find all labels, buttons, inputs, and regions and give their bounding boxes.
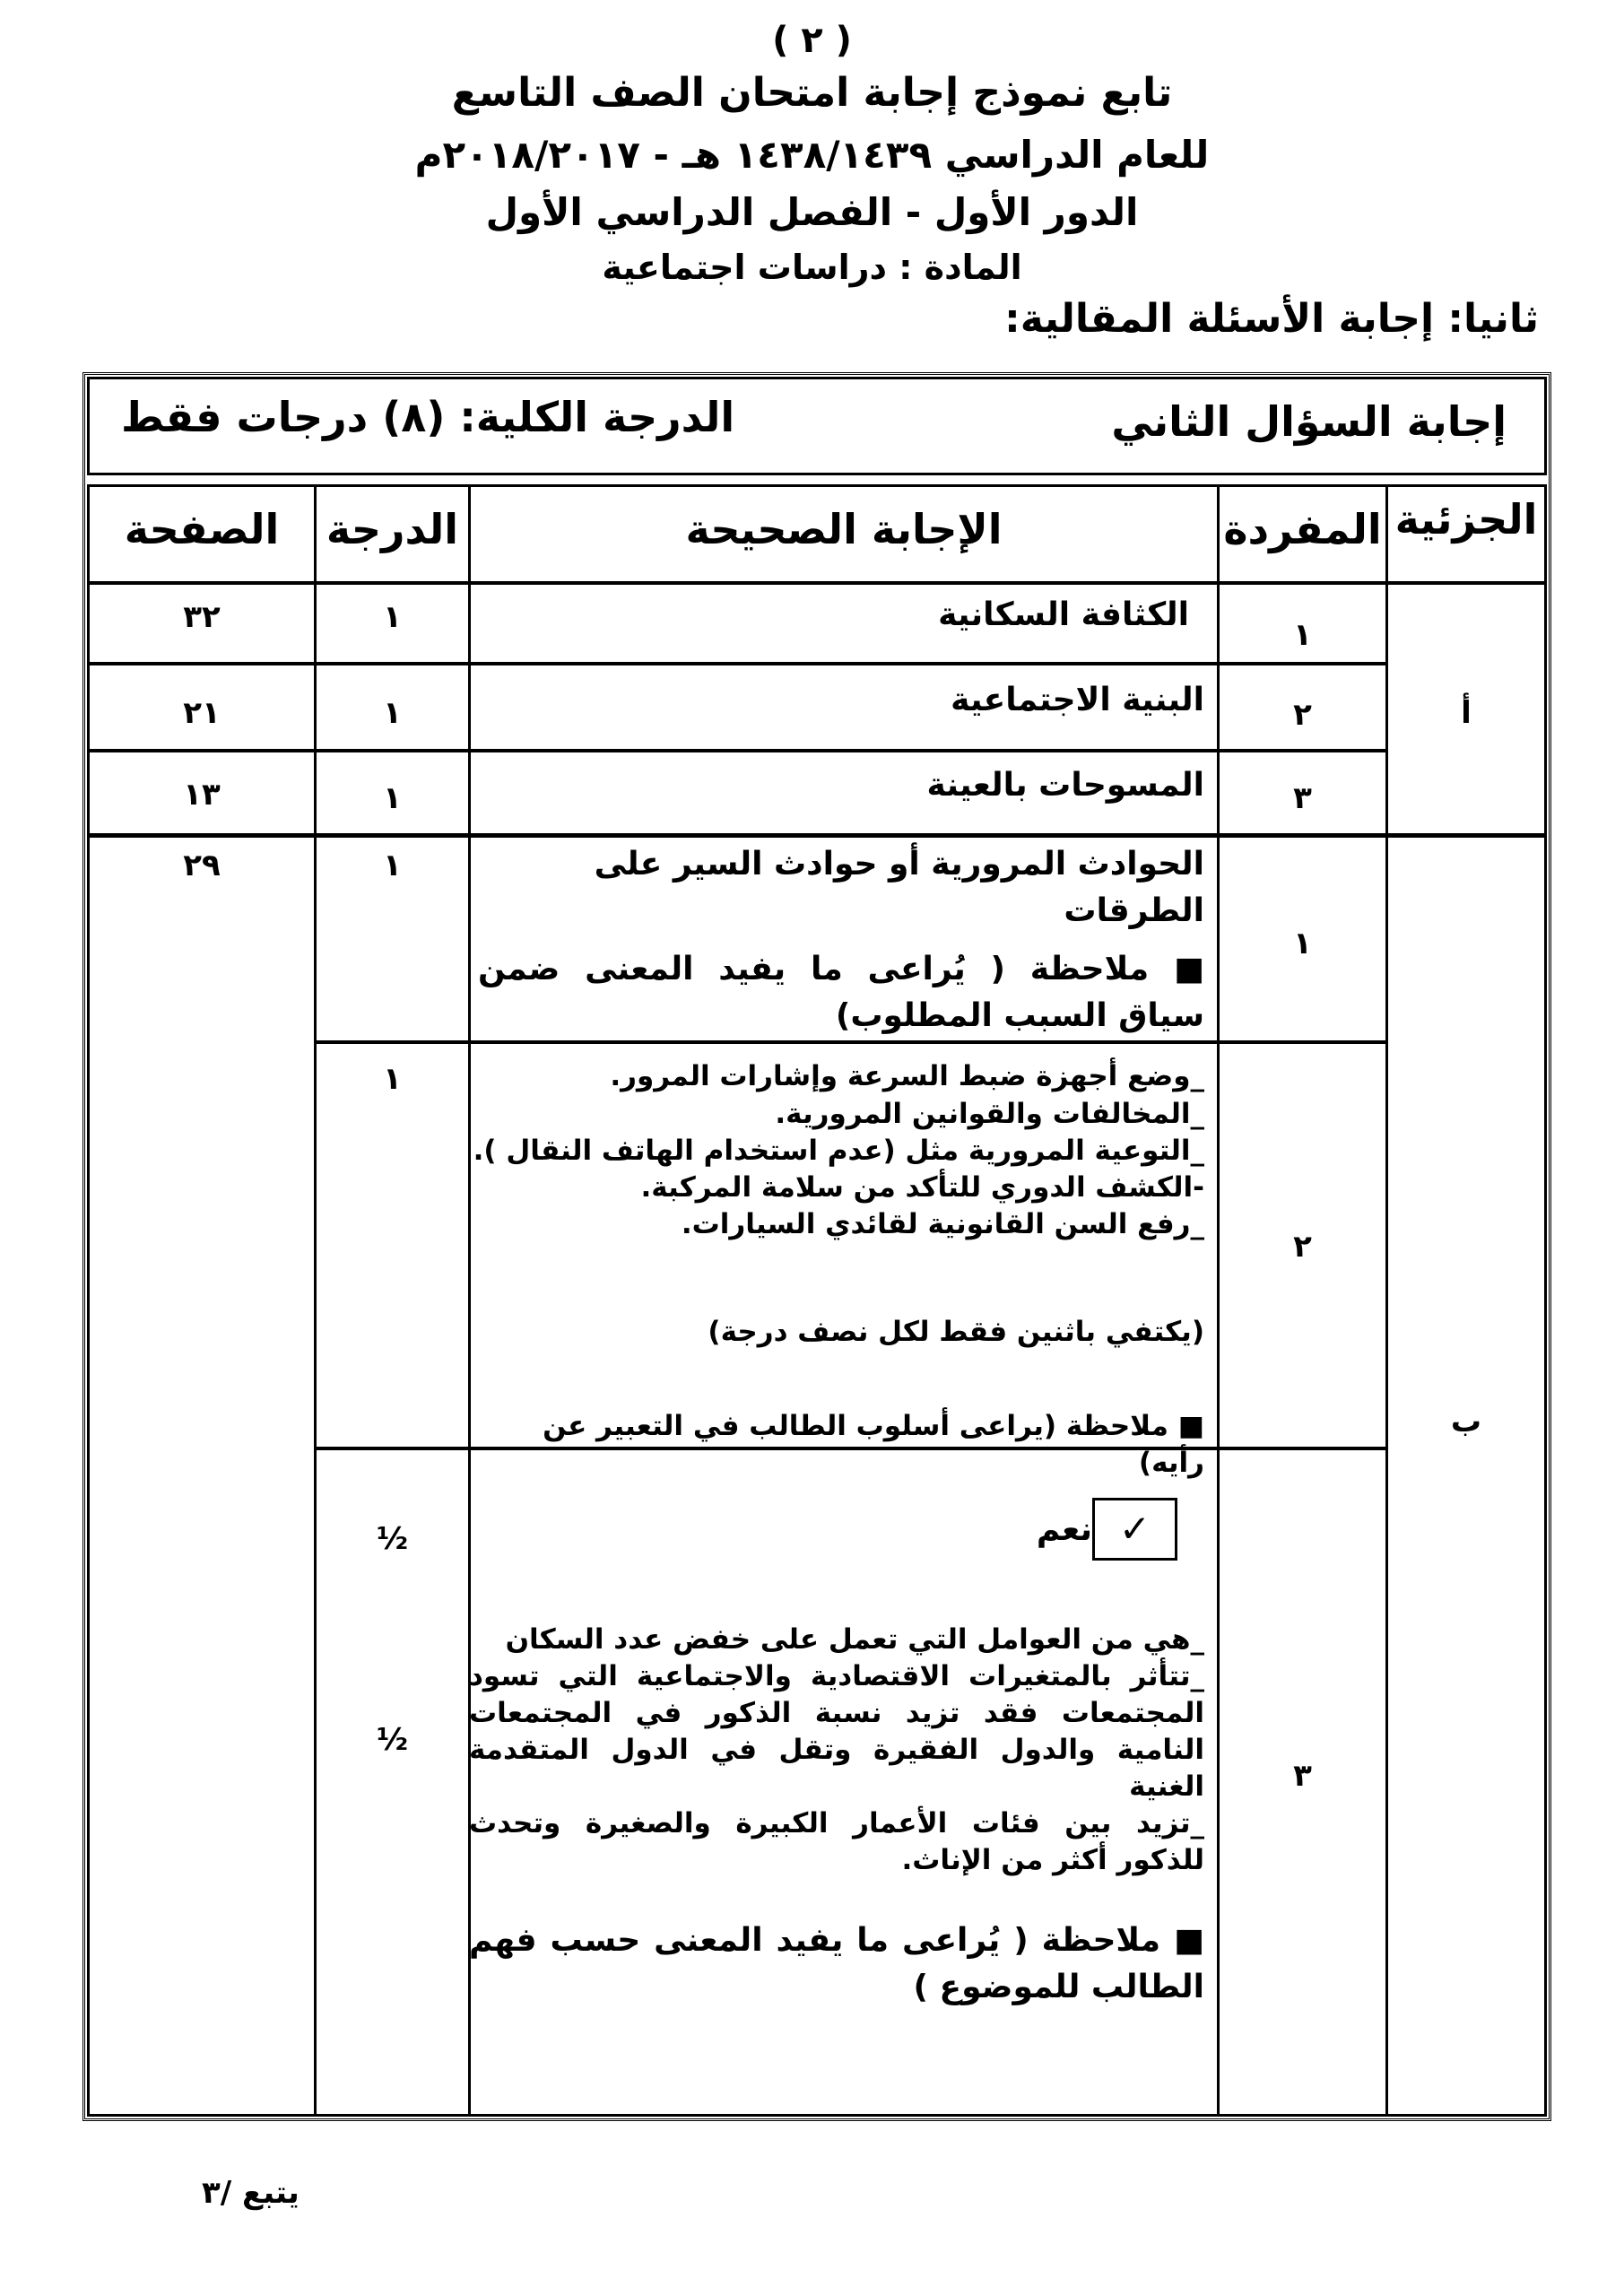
part-b-row-2-item: ٢ xyxy=(1293,1229,1312,1265)
part-b-row-1-grade: ١ xyxy=(383,848,402,883)
row-separator xyxy=(87,749,1385,752)
exam-term: الدور الأول - الفصل الدراسي الأول xyxy=(485,190,1139,234)
part-b-row-3-note: ■ ملاحظة ( يُراعى ما يفيد المعنى حسب فهم الطالب للموضوع ) xyxy=(469,1922,1204,2005)
column-header-item: المفردة xyxy=(1223,505,1382,553)
checkmark-box-icon: ✓ xyxy=(1092,1498,1177,1561)
part-b-label: ب xyxy=(1450,1404,1482,1439)
row-separator xyxy=(314,1040,1385,1044)
subject-line: المادة : دراسات اجتماعية xyxy=(602,248,1022,287)
part-a-row-1-page: ٣٢ xyxy=(183,599,221,635)
part-a-row-3-item: ٣ xyxy=(1293,780,1312,816)
part-a-row-1-grade: ١ xyxy=(383,599,402,635)
column-header-grade: الدرجة xyxy=(326,505,459,553)
continuation-footer: يتبع /٣ xyxy=(202,2175,300,2211)
question-title-box xyxy=(87,377,1547,475)
part-b-row-3-line-1: _هي من العوامل التي تعمل على خفض عدد السكان xyxy=(505,1623,1204,1656)
part-b-row-2-line-4: -الكشف الدوري للتأكد من سلامة المركبة. xyxy=(640,1171,1204,1204)
question-total-grade: الدرجة الكلية: (٨) درجات فقط xyxy=(121,393,735,441)
page-number: ( ٢ ) xyxy=(772,20,852,61)
part-b-row-1-note: ■ ملاحظة ( يُراعى ما يفيد المعنى ضمن سياق السبب المطلوب) xyxy=(478,951,1204,1034)
part-a-row-3-grade: ١ xyxy=(383,780,402,816)
part-b-row-2-line-5: _رفع السن القانونية لقائدي السيارات. xyxy=(681,1208,1204,1240)
part-b-row-2-line-1: _وضع أجهزة ضبط السرعة وإشارات المرور. xyxy=(610,1060,1204,1092)
part-a-label: أ xyxy=(1461,695,1472,731)
header-bottom-border xyxy=(87,581,1547,585)
part-b-row-1-item: ١ xyxy=(1293,926,1312,961)
part-b-row-1-answer: الحوادث المرورية أو حوادث السير على الطرقات xyxy=(594,846,1204,929)
part-b-row-2-note: ■ ملاحظة (يراعى أسلوب الطالب في التعبير عن رأيه) xyxy=(543,1410,1204,1479)
part-b-row-2-instruction: (يكتفي باثنين فقط لكل نصف درجة) xyxy=(708,1316,1204,1348)
part-b-row-2-line-2: _المخالفات والقوانين المرورية. xyxy=(775,1098,1204,1130)
part-a-row-3-answer: المسوحات بالعينة xyxy=(926,767,1204,804)
part-b-row-3-line-3: _تزيد بين فئات الأعمار الكبيرة والصغيرة وتحدث للذكور أكثر من الإناث. xyxy=(469,1807,1204,1876)
part-a-row-2-grade: ١ xyxy=(383,695,402,731)
part-b-row-3-grade-1: ½ xyxy=(376,1521,409,1557)
part-b-row-3-yes-label: نعم xyxy=(1036,1511,1092,1548)
part-a-row-2-answer: البنية الاجتماعية xyxy=(951,682,1204,718)
part-b-row-3-line-2: _تتأثر بالمتغيرات الاقتصادية والاجتماعية التي تسود المجتمعات فقد تزيد نسبة الذكور في المجتمعات النامية والدول الفقيرة وتقل في الدول المتقدمة الغنية xyxy=(469,1660,1204,1803)
document-title: تابع نموذج إجابة امتحان الصف التاسع xyxy=(451,70,1173,116)
column-header-answer: الإجابة الصحيحة xyxy=(685,505,1003,553)
row-separator xyxy=(87,662,1385,665)
part-b-page: ٢٩ xyxy=(183,848,221,883)
column-header-part: الجزئية xyxy=(1394,495,1538,544)
part-a-row-1-answer: الكثافة السكانية xyxy=(938,596,1189,633)
table-bottom-border xyxy=(87,2114,1547,2117)
table-right-border xyxy=(1544,484,1547,2117)
academic-year: للعام الدراسي ١٤٣٨/١٤٣٩ هـ - ٢٠١٨/٢٠١٧م xyxy=(414,133,1210,177)
part-b-row-2-line-3: _التوعية المرورية مثل (عدم استخدام الهاتف النقال ). xyxy=(473,1135,1204,1167)
part-b-row-3-item: ٣ xyxy=(1293,1758,1312,1794)
header-top-border xyxy=(87,484,1547,487)
section-heading: ثانيا: إجابة الأسئلة المقالية: xyxy=(1004,296,1539,342)
part-b-row-3-grade-2: ½ xyxy=(376,1722,409,1758)
row-separator xyxy=(87,833,1547,838)
column-header-page: الصفحة xyxy=(124,505,280,553)
part-a-row-3-page: ١٣ xyxy=(183,777,221,813)
part-a-row-2-page: ٢١ xyxy=(183,695,221,731)
part-a-row-1-item: ١ xyxy=(1293,617,1312,653)
part-b-row-2-grade: ١ xyxy=(383,1061,402,1097)
part-a-row-2-item: ٢ xyxy=(1293,697,1312,733)
question-answer-label: إجابة السؤال الثاني xyxy=(1111,397,1507,446)
